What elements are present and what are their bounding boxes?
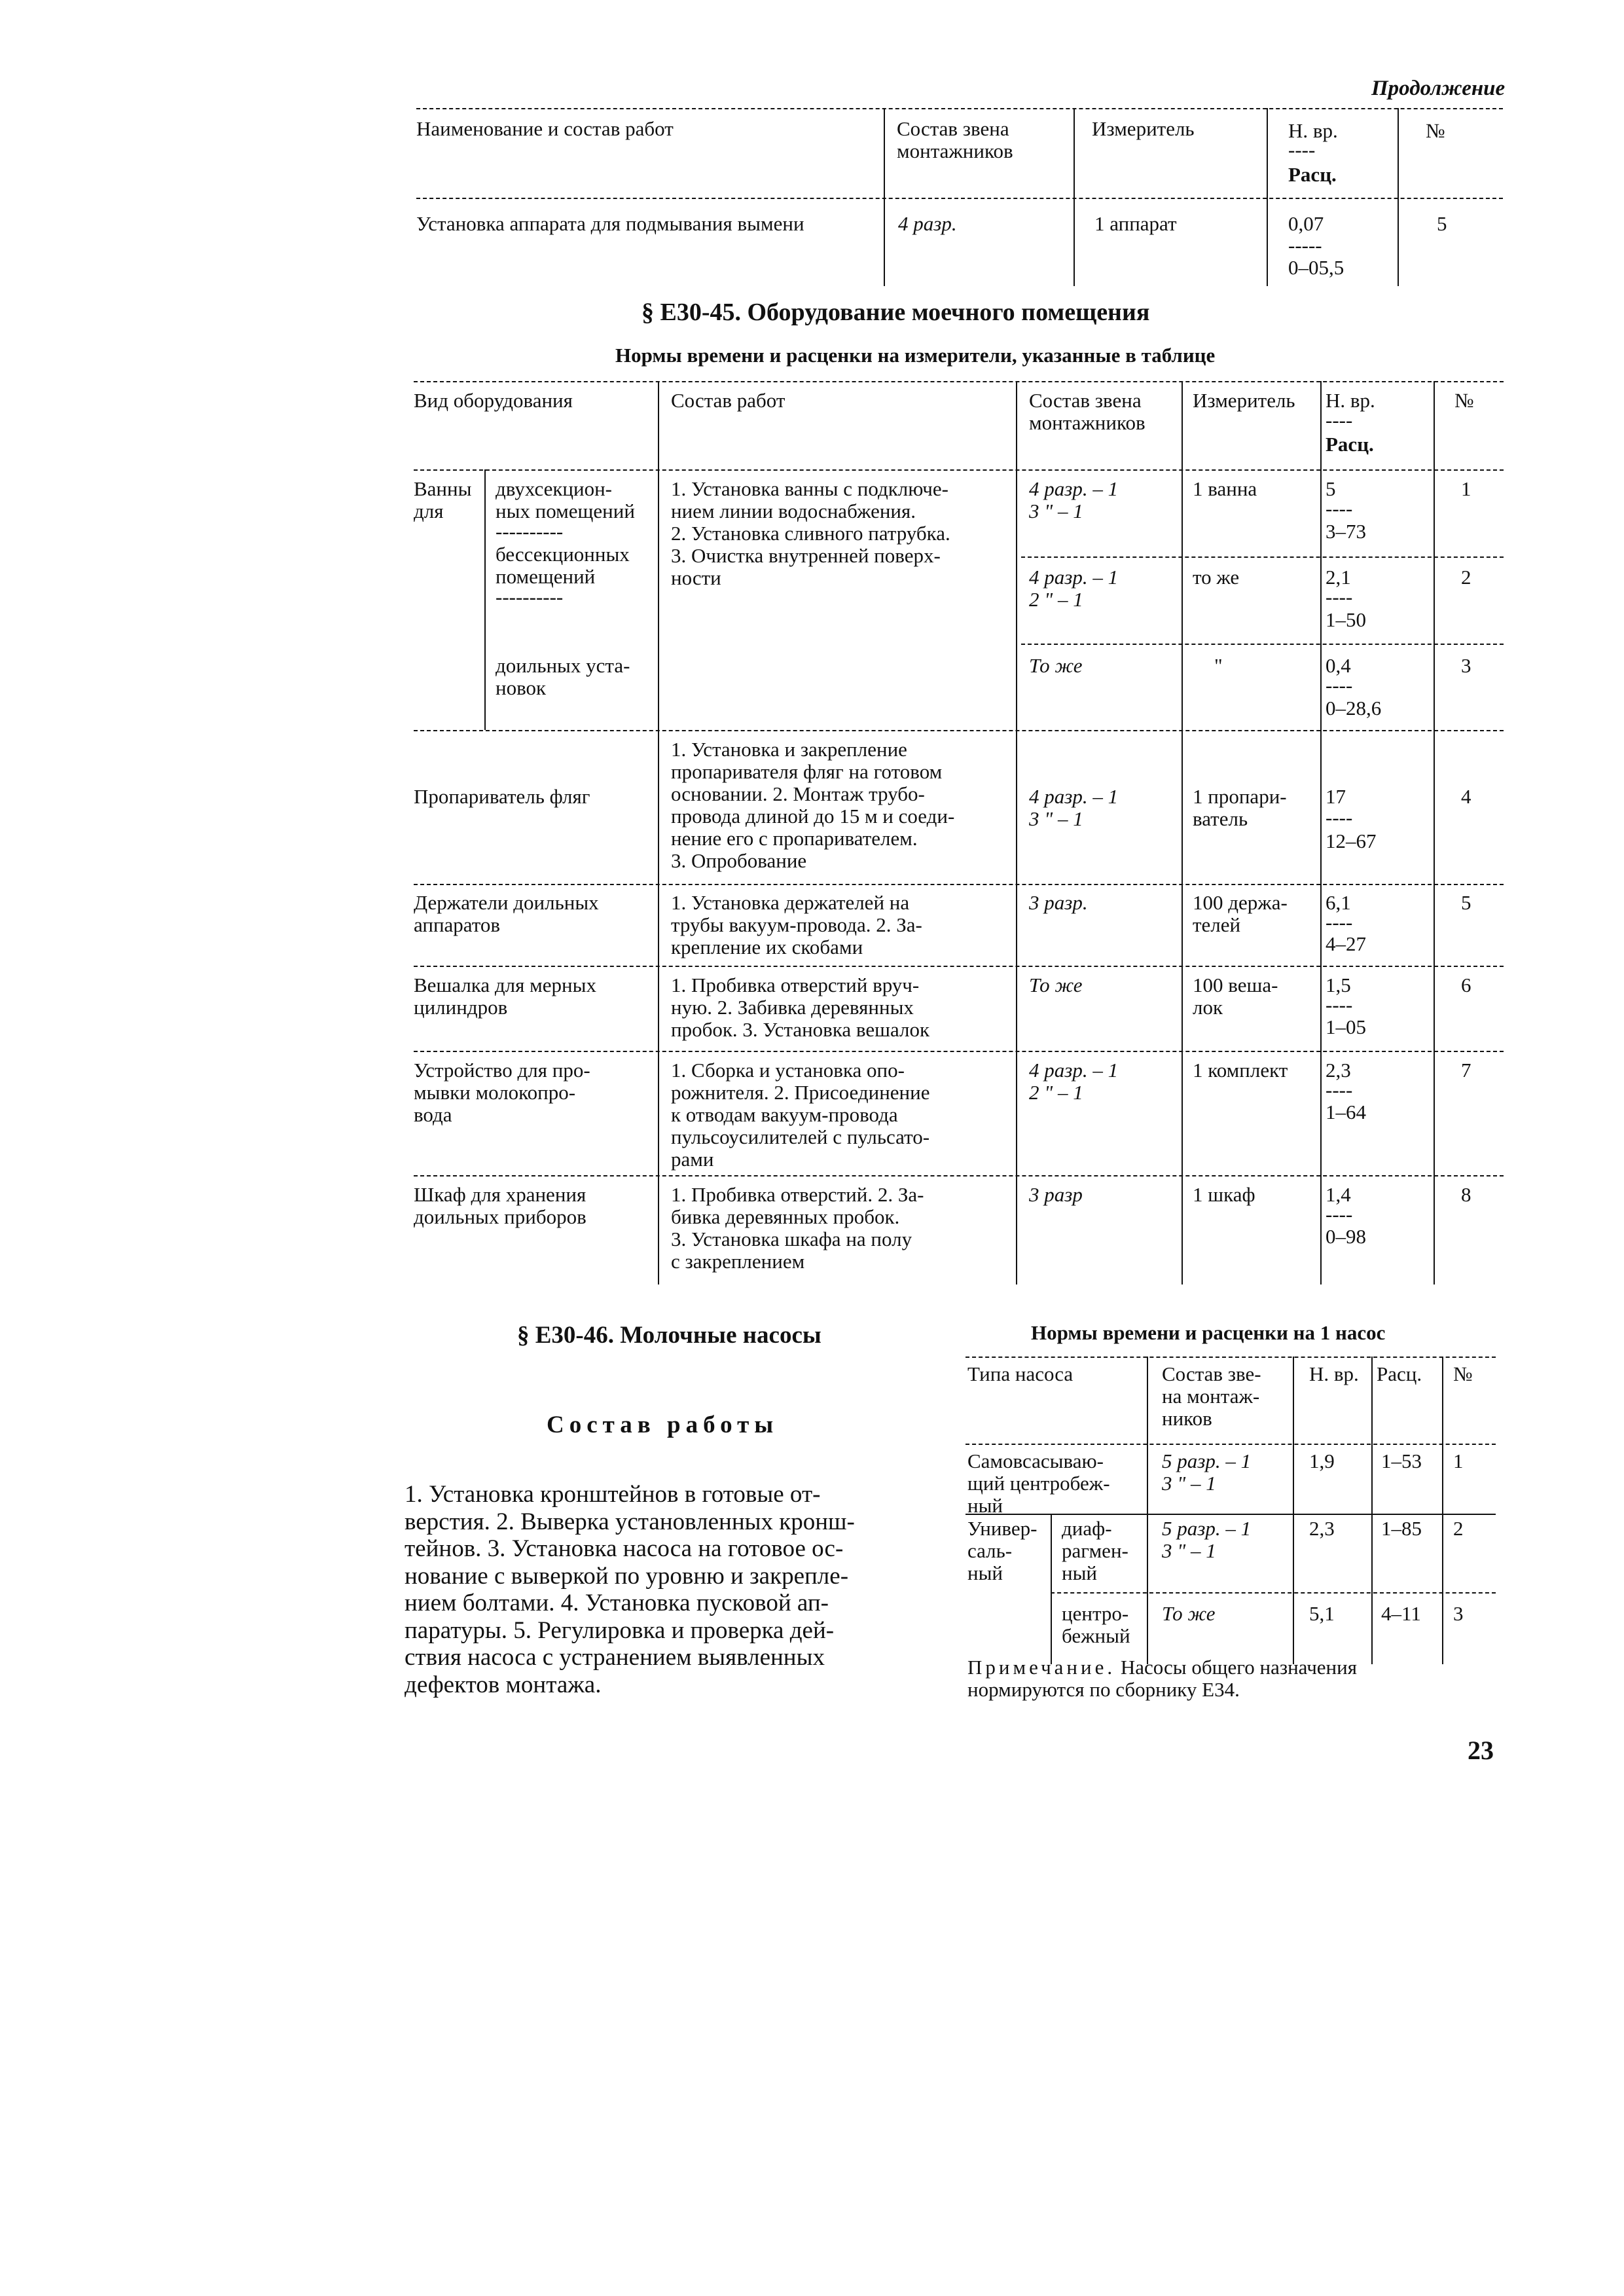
pump-universal: Универ- саль- ный [967, 1517, 1038, 1584]
pump-header-crew: Состав зве- на монтаж- ников [1162, 1362, 1261, 1430]
header-no: № [1454, 389, 1474, 412]
row5-work: 1. Установка держателей на трубы вакуум-провода. 2. За- крепление их скобами [671, 891, 922, 958]
row4-hvr: 17 [1326, 785, 1346, 808]
pump-row3-sub: центро- бежный [1062, 1602, 1130, 1647]
row3-hvr: 0,4 [1326, 654, 1351, 677]
header-unit: Измеритель [1193, 389, 1295, 412]
row2-unit: то же [1193, 566, 1240, 589]
pump-header-type: Типа насоса [967, 1362, 1074, 1385]
row4-work: 1. Установка и закрепление пропаривателя фляг на готовом основании. 2. Монтаж трубо- провода длиной до 15 м и соеди- нение его с пропаривателем. 3. Опробование [671, 738, 955, 872]
pump-row2-sub: диаф- рагмен- ный [1062, 1517, 1128, 1584]
header-unit: Измеритель [1092, 117, 1195, 140]
pump-row1-hvr: 1,9 [1309, 1449, 1335, 1472]
pump-note [967, 1656, 1504, 1701]
header-dash: ---- [1326, 409, 1353, 431]
row6-hvr: 1,5 [1326, 974, 1351, 996]
row3-dash: ---- [1326, 674, 1353, 697]
pump-header-hvr: Н. вр. [1309, 1362, 1359, 1385]
row-no: 5 [1437, 212, 1447, 235]
row7-dash: ---- [1326, 1078, 1353, 1101]
header-crew: Состав звена монтажников [897, 117, 1013, 162]
pump-header-rasc: Расц. [1377, 1362, 1422, 1385]
row6-work: 1. Пробивка отверстий вруч- ную. 2. Забивка деревянных пробок. 3. Установка вешалок [671, 974, 930, 1041]
row8-type: Шкаф для хранения доильных приборов [414, 1183, 586, 1228]
row6-unit: 100 веша- лок [1193, 974, 1278, 1019]
pump-row1-crew: 5 разр. – 1 3 " – 1 [1162, 1449, 1252, 1495]
row7-work: 1. Сборка и установка опо- рожнителя. 2. Присоединение к отводам вакуум-провода пульсоусилителей с пульсато- рами [671, 1059, 930, 1171]
header-name: Наименование и состав работ [416, 117, 674, 140]
vanny-sub1: двухсекцион- ных помещений [496, 477, 635, 522]
row4-rasc: 12–67 [1326, 829, 1377, 852]
pump-row3-hvr: 5,1 [1309, 1602, 1335, 1625]
section45-title: § Е30-45. Оборудование моечного помещения [641, 299, 1150, 326]
row3-no: 3 [1461, 654, 1471, 677]
header-no: № [1426, 119, 1445, 142]
pump-row3-no: 3 [1453, 1602, 1464, 1625]
pump-header-no: № [1453, 1362, 1473, 1385]
row1-rasc: 3–73 [1326, 520, 1366, 543]
vanny-sub2-dash: ---------- [496, 585, 564, 608]
row2-rasc: 1–50 [1326, 608, 1366, 631]
row4-type: Пропариватель фляг [414, 785, 590, 808]
row7-unit: 1 комплект [1193, 1059, 1288, 1082]
page-number: 23 [1468, 1736, 1494, 1765]
header-hvr: Н. вр. [1326, 389, 1375, 412]
row8-dash: ---- [1326, 1203, 1353, 1226]
row-rasc: 0–05,5 [1288, 256, 1344, 279]
row4-crew: 4 разр. – 1 3 " – 1 [1029, 785, 1119, 830]
row5-no: 5 [1461, 891, 1471, 914]
pump-row1-type: Самовсасываю- щий центробеж- ный [967, 1449, 1110, 1517]
row4-unit: 1 пропари- ватель [1193, 785, 1287, 830]
pump-row3-rasc: 4–11 [1381, 1602, 1421, 1625]
header-type: Вид оборудования [414, 389, 573, 412]
row1-dash: ---- [1326, 497, 1353, 520]
composition-title: Состав работы [547, 1412, 779, 1438]
row5-dash: ---- [1326, 911, 1353, 934]
pump-table-title: Нормы времени и расценки на 1 насос [1031, 1321, 1386, 1344]
row3-rasc: 0–28,6 [1326, 697, 1382, 720]
row1-unit: 1 ванна [1193, 477, 1257, 500]
row8-no: 8 [1461, 1183, 1471, 1206]
row5-crew: 3 разр. [1029, 891, 1088, 914]
row7-no: 7 [1461, 1059, 1471, 1082]
note-label: Примечание. [967, 1656, 1116, 1679]
row-dash: ----- [1288, 234, 1322, 257]
header-work: Состав работ [671, 389, 785, 412]
header-crew: Состав звена монтажников [1029, 389, 1146, 434]
row2-hvr: 2,1 [1326, 566, 1351, 589]
header-rasc: Расц. [1288, 163, 1337, 186]
row5-hvr: 6,1 [1326, 891, 1351, 914]
row-crew: 4 разр. [898, 212, 957, 235]
row6-dash: ---- [1326, 993, 1353, 1016]
row6-crew: То же [1029, 974, 1083, 996]
row6-type: Вешалка для мерных цилиндров [414, 974, 596, 1019]
row3-crew: То же [1029, 654, 1083, 677]
row1-no: 1 [1461, 477, 1471, 500]
row7-hvr: 2,3 [1326, 1059, 1351, 1082]
pump-row2-no: 2 [1453, 1517, 1464, 1540]
pump-row2-rasc: 1–85 [1381, 1517, 1422, 1540]
composition-body: 1. Установка кронштейнов в готовые от- верстия. 2. Выверка установленных кронш- тейнов. 3. Установка насоса на готовое ос- нование с выверкой по уровню и закрепле- нием болтами. 4. Установка пусковой ап- паратуры. 5. Регулировка и проверка дей- ствия насоса с устранением выявленных дефектов монтажа. [405, 1481, 855, 1698]
vanny-work: 1. Установка ванны с подключе- нием линии водоснабжения. 2. Установка сливного патрубка. 3. Очистка внутренней поверх- ности [671, 477, 950, 589]
row4-no: 4 [1461, 785, 1471, 808]
row-hvr: 0,07 [1288, 212, 1324, 235]
row8-rasc: 0–98 [1326, 1225, 1366, 1248]
pump-row3-crew: То же [1162, 1602, 1216, 1625]
row8-crew: 3 разр [1029, 1183, 1083, 1206]
header-hvr: Н. вр. [1288, 119, 1338, 142]
row7-rasc: 1–64 [1326, 1101, 1366, 1123]
header-rasc: Расц. [1326, 433, 1374, 456]
note-text: Насосы общего назначения нормируются по сборнику Е34. [967, 1656, 1357, 1701]
continuation-label: Продолжение [1371, 77, 1506, 100]
vanny-sub2: бессекционных помещений [496, 543, 630, 588]
vanny-sub1-dash: ---------- [496, 520, 564, 543]
row7-crew: 4 разр. – 1 2 " – 1 [1029, 1059, 1119, 1104]
row-unit: 1 аппарат [1094, 212, 1177, 235]
row-name: Установка аппарата для подмывания вымени [416, 212, 804, 235]
section45-subtitle: Нормы времени и расценки на измерители, указанные в таблице [615, 344, 1216, 367]
row6-rasc: 1–05 [1326, 1015, 1366, 1038]
row2-no: 2 [1461, 566, 1471, 589]
row2-dash: ---- [1326, 585, 1353, 608]
row1-crew: 4 разр. – 1 3 " – 1 [1029, 477, 1119, 522]
row2-crew: 4 разр. – 1 2 " – 1 [1029, 566, 1119, 611]
vanny-group: Ванны для [414, 477, 472, 522]
row5-rasc: 4–27 [1326, 932, 1366, 955]
vanny-sub3: доильных уста- новок [496, 654, 630, 699]
section46-title: § Е30-46. Молочные насосы [517, 1322, 821, 1349]
row7-type: Устройство для про- мывки молокопро- вода [414, 1059, 590, 1126]
row5-unit: 100 держа- телей [1193, 891, 1288, 936]
row8-hvr: 1,4 [1326, 1183, 1351, 1206]
pump-row1-no: 1 [1453, 1449, 1464, 1472]
row1-hvr: 5 [1326, 477, 1336, 500]
row8-unit: 1 шкаф [1193, 1183, 1255, 1206]
row5-type: Держатели доильных аппаратов [414, 891, 599, 936]
row8-work: 1. Пробивка отверстий. 2. За- бивка деревянных пробок. 3. Установка шкафа на полу с закреплением [671, 1183, 924, 1273]
row6-no: 6 [1461, 974, 1471, 996]
row3-unit: " [1214, 654, 1223, 677]
pump-row2-crew: 5 разр. – 1 3 " – 1 [1162, 1517, 1252, 1562]
pump-row2-hvr: 2,3 [1309, 1517, 1335, 1540]
header-dash: ---- [1288, 138, 1316, 161]
row4-dash: ---- [1326, 806, 1353, 829]
pump-row1-rasc: 1–53 [1381, 1449, 1422, 1472]
